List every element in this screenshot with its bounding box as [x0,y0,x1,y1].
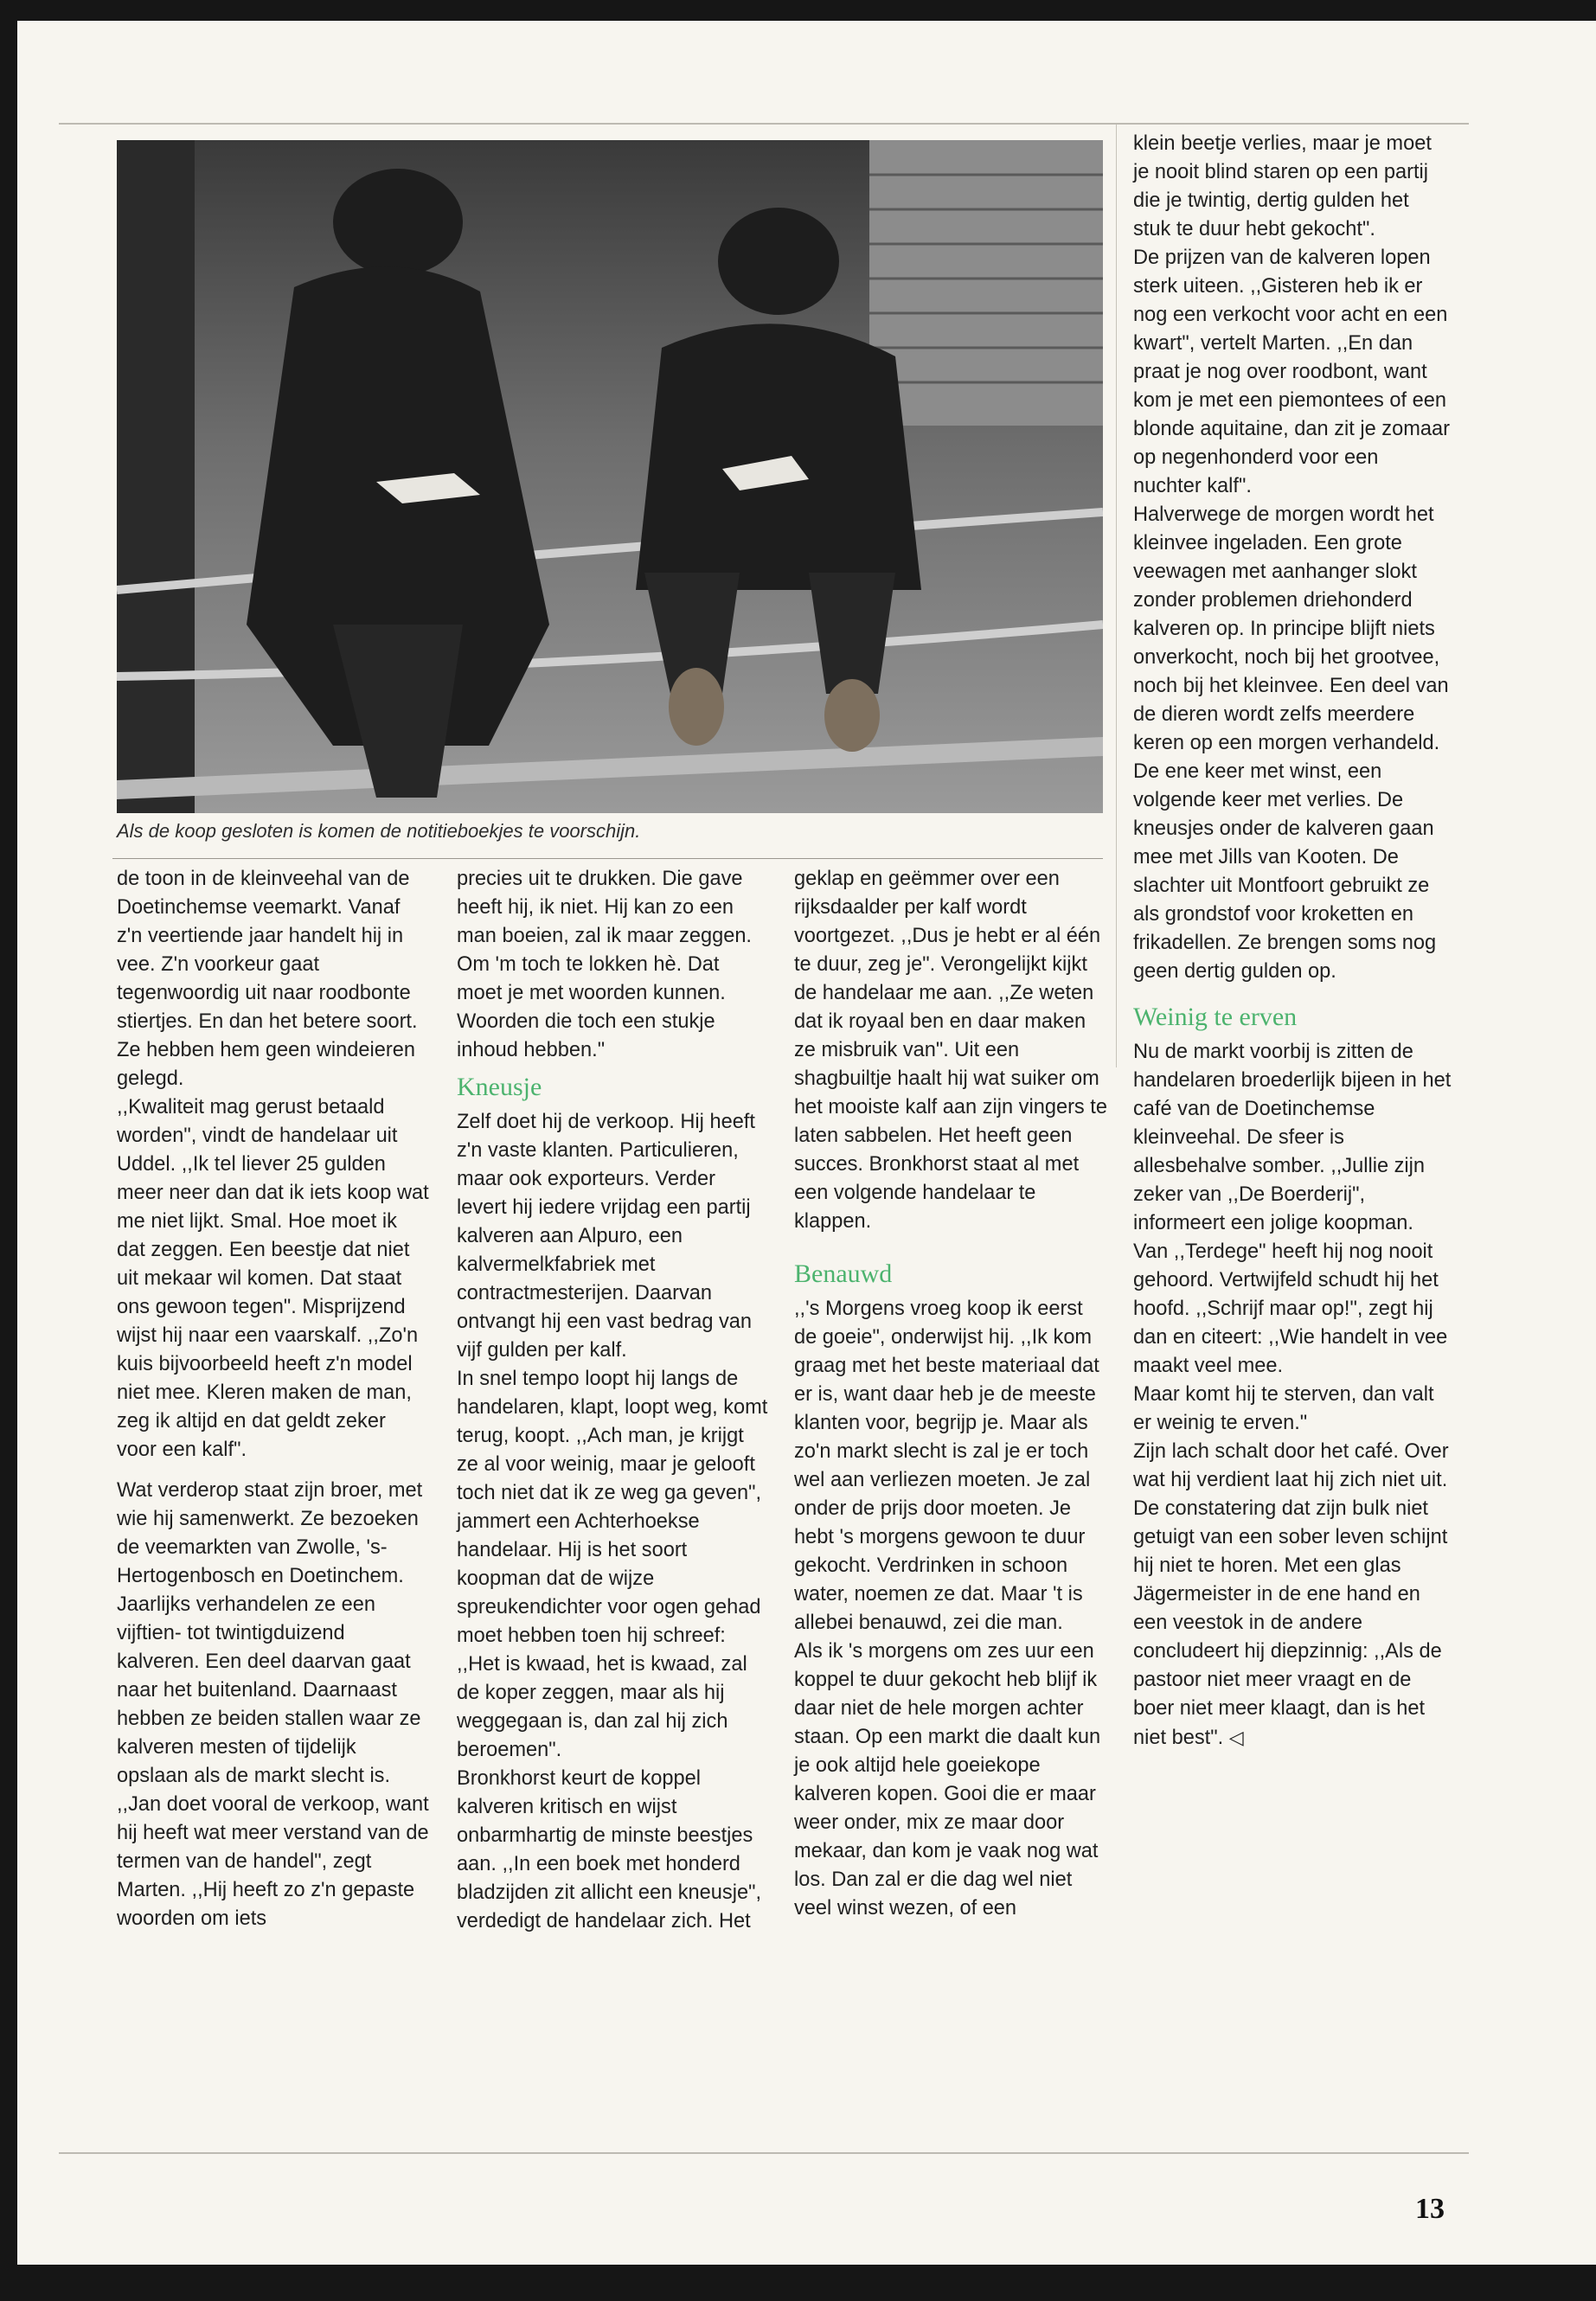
paragraph: klein beetje verlies, maar je moet je nooit blind staren op een partij die je twintig, dertig gulden het stuk te duur hebt gekocht". [1133,132,1432,240]
section-heading: Kneusje [457,1073,542,1101]
paragraph: De prijzen van de kalveren lopen sterk uiteen. ,,Gisteren heb ik er nog een verkocht voor acht en een kwart", vertelt Marten. ,,En dan praat je nog over roodbont, want kom je met een piemontees of een blonde aquitaine, dan zit je zomaar op negenhonderd voor een nuchter kalf". [1133,247,1450,497]
paragraph: precies uit te drukken. Die gave heeft hij, ik niet. Hij kan zo een man boeien, zal ik maar zeggen. Om 'm toch te lokken hè. Dat moet je met woorden kunnen. Woorden die toch een stukje inhoud hebben." [457,868,752,1061]
paragraph: Bronkhorst keurt de koppel kalveren kritisch en wijst onbarmhartig de minste beestjes aan. ,,In een boek met honderd bladzijden zit allicht een kneusje", verdedigt de handelaar zich. Het [457,1767,762,1932]
paragraph: Nu de markt voorbij is zitten de handelaren broederlijk bijeen in het café van de Doetinchemse kleinveehal. De sfeer is allesbehalve somber. ,,Jullie zijn zeker van ,,De Boerderij", informeert een jolige koopman. Van ,,Terdege" heeft hij nog nooit gehoord. Vertwijfeld schudt hij het hoofd. ,,Schrijf maar op!", zegt hij dan en citeert: ,,Wie handelt in vee maakt veel mee. [1133,1041,1452,1377]
section-heading: Weinig te erven [1133,1003,1298,1031]
column-separator [1116,125,1117,1067]
photo-caption: Als de koop gesloten is komen de notitieboekjes te voorschijn. [117,820,641,842]
paragraph: geklap en geëmmer over een rijksdaalder per kalf wordt voortgezet. ,,Dus je hebt er al één te duur, zeg je". Verongelijkt kijkt de handelaar me aan. ,,Ze weten dat ik royaal ben en daar maken ze misbruik van". Uit een shagbuiltje haalt hij wat suiker om het mooiste kalf aan zijn vingers te laten sabbelen. Het heeft geen succes. Bronkhorst staat al met een volgende handelaar te klappen. [794,868,1107,1233]
article-column-3 [794,865,1107,1923]
paragraph: Maar komt hij te sterven, dan valt er weinig te erven." [1133,1383,1434,1434]
left-border-bar [0,0,17,2301]
end-mark-icon: ◁ [1228,1727,1244,1748]
paragraph: Als ik 's morgens om zes uur een koppel te duur gekocht heb blijf ik daar niet de hele morgen achter staan. Op een markt die daalt kun je ook altijd hele goeiekope kalveren kopen. Gooi die er maar weer onder, mix ze maar door mekaar, dan kom je vaak nog wat los. Dan zal er die dag wel niet veel winst wezen, of een [794,1640,1101,1920]
paragraph [1133,1438,1452,1753]
paragraph: Zelf doet hij de verkoop. Hij heeft z'n vaste klanten. Particulieren, maar ook exporteurs. Verder levert hij iedere vrijdag een partij kalveren aan Alpuro, een kalvermelkfabriek met contractmesterijen. Daarvan ontvangt hij een vast bedrag van vijf gulden per kalf. [457,1111,755,1362]
bottom-border-bar [0,2265,1596,2301]
article-column-2 [457,865,770,1936]
top-border-bar [0,0,1596,21]
paragraph: ,,'s Morgens vroeg koop ik eerst de goeie", onderwijst hij. ,,Ik kom graag met het beste materiaal dat er is, want daar heb je de meeste klanten voor, begrijp je. Maar als zo'n markt slecht is zal je er toch wel aan verliezen moeten. Je zal onder de prijs door moeten. Je hebt 's morgens gewoon te duur gekocht. Verdrinken in schoon water, noemen ze dat. Maar 't is allebei benauwd, zei die man. [794,1298,1099,1634]
paragraph: In snel tempo loopt hij langs de handelaren, klapt, loopt weg, komt terug, koopt. ,,Ach man, je krijgt ze al voor weinig, maar je gelooft toch niet dat ik ze weg ga geven", jammert een Achterhoekse handelaar. Hij is het soort koopman dat de wijze spreukendichter voor ogen gehad moet hebben toen hij schreef: ,,Het is kwaad, het is kwaad, zal de koper zeggen, maar als hij weggegaan is, dan zal hij zich beroemen". [457,1368,768,1761]
paragraph: ,,Kwaliteit mag gerust betaald worden", vindt de handelaar uit Uddel. ,,Ik tel liever 25 gulden meer neer dan dat ik iets koop wat me niet lijkt. Smal. Hoe moet ik dat zeggen. Een beestje dat niet uit mekaar wil komen. Dat staat ons gewoon tegen". Misprijzend wijst hij naar een vaarskalf. ,,Zo'n kuis bijvoorbeeld heeft z'n model niet mee. Kleren maken de man, zeg ik altijd en dat geldt zeker voor een kalf". [117,1096,429,1461]
paragraph: Wat verderop staat zijn broer, met wie hij samenwerkt. Ze bezoeken de veemarkten van Zwolle, 's-Hertogenbosch en Doetinchem. Jaarlijks verhandelen ze een vijftien- tot twintigduizend kalveren. Een deel daarvan gaat naar het buitenland. Daarnaast hebben ze beiden stallen waar ze kalveren mesten of tijdelijk opslaan als de markt slecht is. ,,Jan doet vooral de verkoop, want hij heeft wat meer verstand van de termen van de handel", zegt Marten. ,,Hij heeft zo z'n gepaste woorden om iets [117,1479,429,1930]
article-column-1 [117,865,430,1933]
article-photo [117,140,1103,813]
bottom-rule [59,2152,1469,2154]
article-column-4 [1133,130,1452,1753]
top-rule [59,123,1469,125]
page-number: 13 [1415,2193,1445,2225]
paragraph: de toon in de kleinveehal van de Doetinchemse veemarkt. Vanaf z'n veertiende jaar handelt hij in vee. Z'n voorkeur gaat tegenwoordig uit naar roodbonte stiertjes. En dan het betere soort. Ze hebben hem geen windeieren gelegd. [117,868,418,1090]
paragraph-text: Zijn lach schalt door het café. Over wat hij verdient laat hij zich niet uit. De constatering dat zijn bulk niet getuigt van een sober leven schijnt hij niet te horen. Met een glas Jägermeister in de ene hand en een veestok in de andere concludeert hij diepzinnig: ,,Als de pastoor niet meer vraagt en de boer niet meer klaagt, dan is het niet best". [1133,1440,1449,1749]
section-heading: Benauwd [794,1259,893,1288]
caption-rule [112,858,1103,859]
paragraph: Halverwege de morgen wordt het kleinvee ingeladen. Een grote veewagen met aanhanger slokt zonder problemen driehonderd kalveren op. In principe blijft niets onverkocht, noch bij het grootvee, noch bij het kleinvee. Een deel van de dieren wordt zelfs meerdere keren op een morgen verhandeld. De ene keer met winst, een volgende keer met verlies. De kneusjes onder de kalveren gaan mee met Jills van Kooten. De slachter uit Montfoort gebruikt ze als grondstof voor kroketten en frikadellen. Ze brengen soms nog geen dertig gulden op. [1133,503,1449,983]
